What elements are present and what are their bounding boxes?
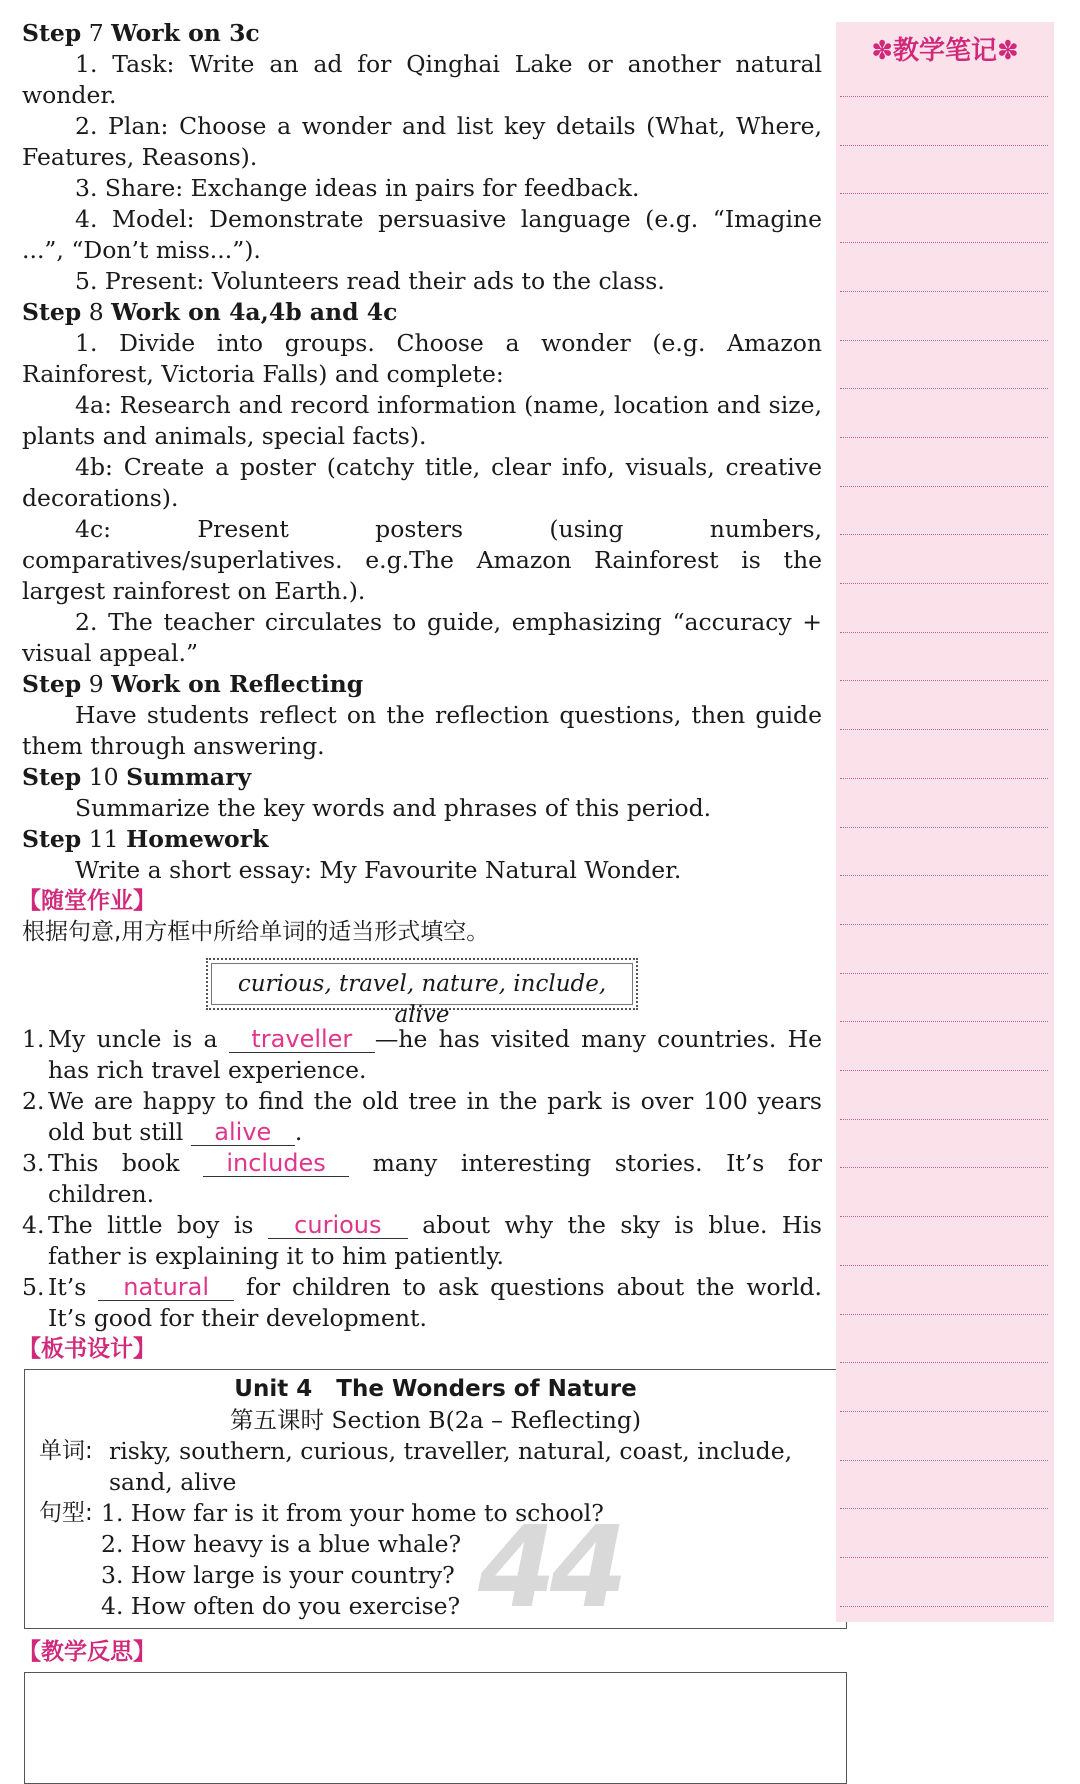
exercise-item: 1. My uncle is a traveller —he has visited many countries. He has rich travel experience.	[22, 1025, 822, 1084]
note-line	[840, 1606, 1048, 1607]
step8-item: 2. The teacher circulates to guide, emphasizing “accuracy + visual appeal.”	[22, 608, 822, 667]
note-line	[840, 437, 1048, 438]
sentence-pattern: 4. How often do you exercise?	[101, 1592, 461, 1620]
lesson-content	[18, 18, 822, 1784]
note-line	[840, 1460, 1048, 1461]
note-line	[840, 1167, 1048, 1168]
step-7-heading: Step 7 Work on 3c	[22, 19, 260, 47]
exercise-item: 5. It’s natural for children to ask questions about the world. It’s good for their development.	[22, 1273, 822, 1332]
note-line	[840, 1021, 1048, 1022]
step9-text: Have students reflect on the reflection questions, then guide them through answering.	[22, 701, 822, 760]
answer-blank: curious	[268, 1212, 408, 1239]
note-line	[840, 1411, 1048, 1412]
step10-text: Summarize the key words and phrases of this period.	[75, 794, 712, 822]
exercise-item: 3. This book includes many interesting stories. It’s for children.	[22, 1149, 822, 1208]
board-words: 单词: risky, southern, curious, traveller, natural, coast, include, sand, alive	[39, 1437, 793, 1496]
board-header: 【板书设计】	[18, 1336, 156, 1362]
answer-blank: natural	[98, 1274, 234, 1301]
homework-header: 【随堂作业】	[18, 888, 156, 914]
step-8-heading: Step 8 Work on 4a,4b and 4c	[22, 298, 398, 326]
step8-item: 4a: Research and record information (name, location and size, plants and animals, special facts).	[22, 391, 822, 450]
note-line	[840, 583, 1048, 584]
page-number: 44	[478, 1503, 622, 1633]
answer-blank: alive	[191, 1119, 295, 1146]
note-line	[840, 291, 1048, 292]
note-line	[840, 486, 1048, 487]
teaching-notes-sidebar	[836, 22, 1054, 1622]
step8-item: 1. Divide into groups. Choose a wonder (e.g. Amazon Rainforest, Victoria Falls) and complete:	[22, 329, 822, 388]
sentence-pattern: 1. How far is it from your home to school?	[101, 1499, 604, 1527]
note-line	[840, 827, 1048, 828]
note-line	[840, 388, 1048, 389]
word-box-words: curious, travel, nature, include, alive	[237, 971, 607, 1028]
note-line	[840, 1265, 1048, 1266]
exercise-item: 4. The little boy is curious about why the sky is blue. His father is explaining it to him patiently.	[22, 1211, 822, 1270]
step8-item: 4b: Create a poster (catchy title, clear info, visuals, creative decorations).	[22, 453, 822, 512]
step8-item: 4c: Present posters (using numbers, comparatives/superlatives. e.g.The Amazon Rainforest is the largest rainforest on Earth.).	[22, 515, 822, 605]
note-line	[840, 924, 1048, 925]
note-line	[840, 1508, 1048, 1509]
board-subtitle: 第五课时 Section B(2a – Reflecting)	[229, 1406, 642, 1434]
answer-blank: traveller	[229, 1026, 375, 1053]
step7-item: 5. Present: Volunteers read their ads to the class.	[75, 267, 665, 295]
homework-instruction: 根据句意,用方框中所给单词的适当形式填空。	[22, 919, 490, 945]
note-line	[840, 242, 1048, 243]
note-line	[840, 534, 1048, 535]
note-line	[840, 729, 1048, 730]
step7-item: 1. Task: Write an ad for Qinghai Lake or another natural wonder.	[22, 50, 822, 109]
note-line	[840, 1557, 1048, 1558]
reflection-header: 【教学反思】	[18, 1639, 156, 1665]
note-line	[840, 96, 1048, 97]
step7-item: 3. Share: Exchange ideas in pairs for feedback.	[75, 174, 640, 202]
note-line	[840, 875, 1048, 876]
board-design-box	[24, 1369, 847, 1633]
step7-item: 4. Model: Demonstrate persuasive language (e.g. “Imagine ...”, “Don’t miss...”).	[22, 205, 822, 264]
exercise-item: 2. We are happy to find the old tree in the park is over 100 years old but still alive .	[22, 1087, 822, 1146]
step7-item: 2. Plan: Choose a wonder and list key details (What, Where, Features, Reasons).	[22, 112, 822, 171]
word-box	[206, 958, 638, 1028]
step-10-heading: Step 10 Summary	[22, 763, 252, 791]
sentence-pattern: 2. How heavy is a blue whale?	[101, 1530, 462, 1558]
note-line	[840, 778, 1048, 779]
note-line	[840, 1362, 1048, 1363]
note-line	[840, 340, 1048, 341]
notes-title: ✽教学笔记✽	[871, 36, 1019, 66]
note-line	[840, 145, 1048, 146]
note-line	[840, 1070, 1048, 1071]
board-sentences: 句型: 1. How far is it from your home to school? 2. How heavy is a blue whale? 3. How large is your country? 4. How often do you exercise?	[39, 1498, 832, 1622]
answer-blank: includes	[203, 1150, 349, 1177]
note-line	[840, 193, 1048, 194]
note-line	[840, 632, 1048, 633]
reflection-box	[24, 1672, 847, 1784]
step-11-heading: Step 11 Homework	[22, 825, 269, 853]
step-9-heading: Step 9 Work on Reflecting	[22, 670, 364, 698]
note-line	[840, 680, 1048, 681]
step11-text: Write a short essay: My Favourite Natural Wonder.	[75, 856, 682, 884]
note-line	[840, 973, 1048, 974]
sentence-pattern: 3. How large is your country?	[101, 1561, 455, 1589]
note-line	[840, 1216, 1048, 1217]
note-line	[840, 1314, 1048, 1315]
board-title: Unit 4 The Wonders of Nature	[234, 1376, 637, 1402]
note-line	[840, 1119, 1048, 1120]
